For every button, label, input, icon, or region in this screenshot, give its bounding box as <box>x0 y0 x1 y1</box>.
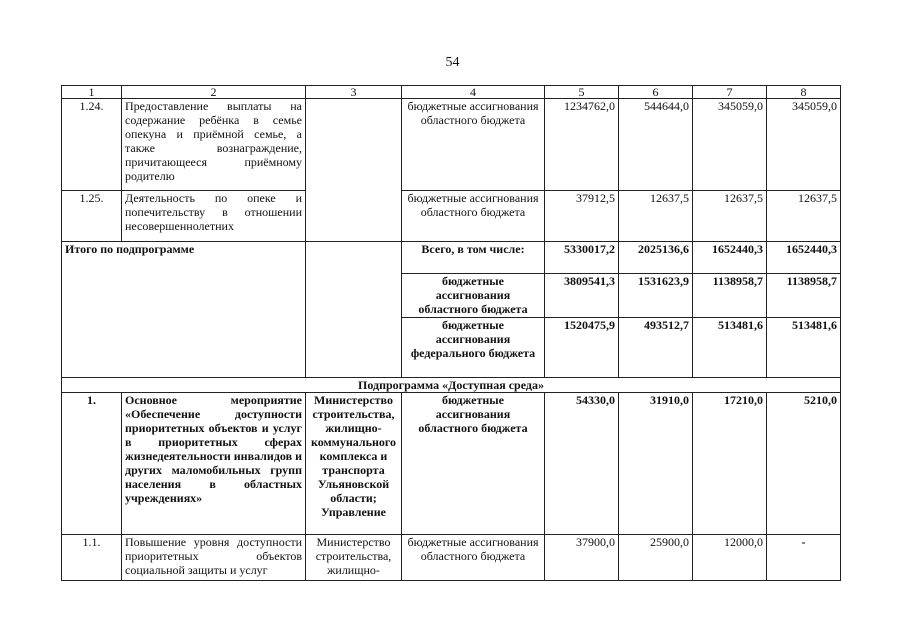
executor: Министерство строительства, жилищно-коммунального комплекса и транспорта Ульяновской области; Управление <box>306 393 402 535</box>
value-col6: 12637,5 <box>619 191 693 242</box>
row-number: 1. <box>62 393 122 535</box>
page-number: 54 <box>445 55 460 70</box>
activity-name: Деятельность по опеке и попечительству в отношении несовершеннолетних <box>122 191 306 242</box>
total-row <box>62 242 841 274</box>
executor-cell <box>306 99 402 242</box>
value-col5: 37900,0 <box>545 535 619 581</box>
value-col8: 1138958,7 <box>767 274 841 318</box>
value-col8: 5210,0 <box>767 393 841 535</box>
value-col5: 1520475,9 <box>545 318 619 378</box>
funding-source: бюджетные ассигнования федерального бюджета <box>402 318 545 378</box>
budget-table <box>61 85 841 581</box>
funding-source: бюджетные ассигнования областного бюджета <box>402 191 545 242</box>
value-col6: 493512,7 <box>619 318 693 378</box>
funding-source: Всего, в том числе: <box>402 242 545 274</box>
executor-cell <box>306 242 402 378</box>
header-cell: 7 <box>693 86 767 99</box>
header-cell: 2 <box>122 86 306 99</box>
row-number: 1.25. <box>62 191 122 242</box>
table-row <box>62 191 841 242</box>
header-cell: 3 <box>306 86 402 99</box>
value-col5: 54330,0 <box>545 393 619 535</box>
value-col7: 17210,0 <box>693 393 767 535</box>
value-col7: 1138958,7 <box>693 274 767 318</box>
header-cell: 6 <box>619 86 693 99</box>
value-col6: 25900,0 <box>619 535 693 581</box>
funding-source: бюджетные ассигнования областного бюджета <box>402 99 545 191</box>
value-col8: 12637,5 <box>767 191 841 242</box>
executor: Министерство строительства, жилищно- <box>306 535 402 581</box>
value-col6: 544644,0 <box>619 99 693 191</box>
header-cell: 5 <box>545 86 619 99</box>
activity-name: Основное мероприятие «Обеспечение доступности приоритетных объектов и услуг в приоритетных сферах жизнедеятельности инвалидов и других маломобильных групп населения в областных учреждениях» <box>122 393 306 535</box>
value-col5: 1234762,0 <box>545 99 619 191</box>
value-col8: 345059,0 <box>767 99 841 191</box>
funding-source: бюджетные ассигнования областного бюджета <box>402 535 545 581</box>
value-col7: 345059,0 <box>693 99 767 191</box>
value-col5: 37912,5 <box>545 191 619 242</box>
row-number: 1.24. <box>62 99 122 191</box>
header-cell: 8 <box>767 86 841 99</box>
table-row <box>62 99 841 191</box>
row-number: 1.1. <box>62 535 122 581</box>
table-row <box>62 393 841 535</box>
column-number-header <box>62 86 841 99</box>
value-col7: 12637,5 <box>693 191 767 242</box>
funding-source: бюджетные ассигнования областного бюджета <box>402 393 545 535</box>
table-row <box>62 535 841 581</box>
value-col8: 513481,6 <box>767 318 841 378</box>
subprogram-row <box>62 378 841 393</box>
value-col7: 1652440,3 <box>693 242 767 274</box>
value-col5: 3809541,3 <box>545 274 619 318</box>
value-col7: 12000,0 <box>693 535 767 581</box>
value-col5: 5330017,2 <box>545 242 619 274</box>
activity-name: Предоставление выплаты на содержание ребёнка в семье опекуна и приёмной семье, а также вознаграждение, причитающееся приёмному родителю <box>122 99 306 191</box>
subprogram-title: Подпрограмма «Доступная среда» <box>62 378 841 393</box>
total-label: Итого по подпрограмме <box>62 242 306 378</box>
value-col6: 2025136,6 <box>619 242 693 274</box>
value-col6: 31910,0 <box>619 393 693 535</box>
value-col7: 513481,6 <box>693 318 767 378</box>
header-cell: 1 <box>62 86 122 99</box>
activity-name: Повышение уровня доступности приоритетных объектов социальной защиты и услуг <box>122 535 306 581</box>
value-col8: 1652440,3 <box>767 242 841 274</box>
value-col6: 1531623,9 <box>619 274 693 318</box>
value-col8: - <box>767 535 841 581</box>
funding-source: бюджетные ассигнования областного бюджета <box>402 274 545 318</box>
header-cell: 4 <box>402 86 545 99</box>
